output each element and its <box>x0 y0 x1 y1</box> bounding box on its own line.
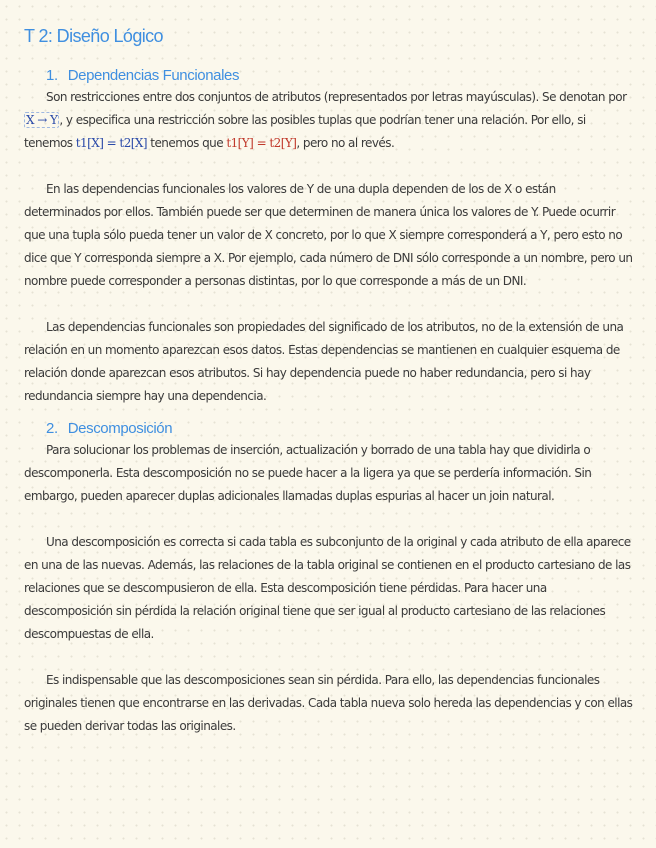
notation-t1x-eq-t2x: t1[X] = t2[X] <box>75 136 148 150</box>
paragraph-dependencias-1 <box>24 86 634 155</box>
text-run: tenemos que <box>147 136 227 150</box>
paragraph-dependencias-2: En las dependencias funcionales los valores de Y de una dupla dependen de los de X o están determinados por ellos. También puede ser que determinen de manera única los valores de Y. Puede ocurrir que una tupla sólo pueda tener un valor de X concreto, por lo que X siempre corresponderá a Y, pero esto no dice que Y corresponda siempre a X. Por ejemplo, cada número de DNI sólo corresponde a un nombre, pero un nombre puede corresponder a personas distintas, por lo que corresponde a más de un DNI. <box>24 182 633 288</box>
text-run: , y especifica una restricción sobre las posibles tuplas que podrían tener una relación. Por ello, si tenemos <box>24 113 586 150</box>
text-run: Son restricciones entre dos conjuntos de atributos (representados por letras mayúsculas). Se denotan por <box>46 90 627 104</box>
paragraph-descomposicion-3: Es indispensable que las descomposiciones sean sin pérdida. Para ello, las dependencias funcionales originales tienen que encontrarse en las derivadas. Cada tabla nueva solo hereda las dependencias y con ellas se pueden derivar todas las originales. <box>24 673 633 733</box>
paragraph-descomposicion-2: Una descomposición es correcta si cada tabla es subconjunto de la original y cada atributo de ella aparece en una de las nuevas. Además, las relaciones de la tabla original se contienen en el producto cartesiano de las relaciones que se descompusieron de ella. Esta descomposición tiene pérdidas. Para hacer una descomposición sin pérdida la relación original tiene que ser igual al producto cartesiano de las relaciones descompuestas de ella. <box>24 535 631 641</box>
notation-t1y-eq-t2y: t1[Y] = t2[Y] <box>226 136 297 150</box>
section-number: 1. <box>46 67 58 84</box>
section-number: 2. <box>46 420 58 437</box>
section-heading-dependencias <box>46 67 634 84</box>
section-title: Dependencias Funcionales <box>67 67 240 84</box>
section-heading-descomposicion <box>46 420 634 437</box>
paragraph-dependencias-3: Las dependencias funcionales son propiedades del significado de los atributos, no de la extensión de una relación en un momento aparezcan esos datos. Estas dependencias se mantienen en cualquier esquema de relación donde aparezcan esos atributos. Si hay dependencia puede no haber redundancia, pero si hay redundancia siempre hay una dependencia. <box>24 320 624 403</box>
text-run: , pero no al revés. <box>296 136 395 150</box>
page-title: T 2: Diseño Lógico <box>24 26 163 46</box>
notation-x-arrow-y: X → Y <box>26 113 58 127</box>
section-title: Descomposición <box>67 420 173 437</box>
document-page <box>24 26 634 738</box>
paragraph-descomposicion-1: Para solucionar los problemas de inserción, actualización y borrado de una tabla hay que dividirla o descomponerla. Esta descomposición no se puede hacer a la ligera ya que se perdería información. Sin embargo, pueden aparecer duplas adicionales llamadas duplas espurias al hacer un join natural. <box>24 443 592 503</box>
